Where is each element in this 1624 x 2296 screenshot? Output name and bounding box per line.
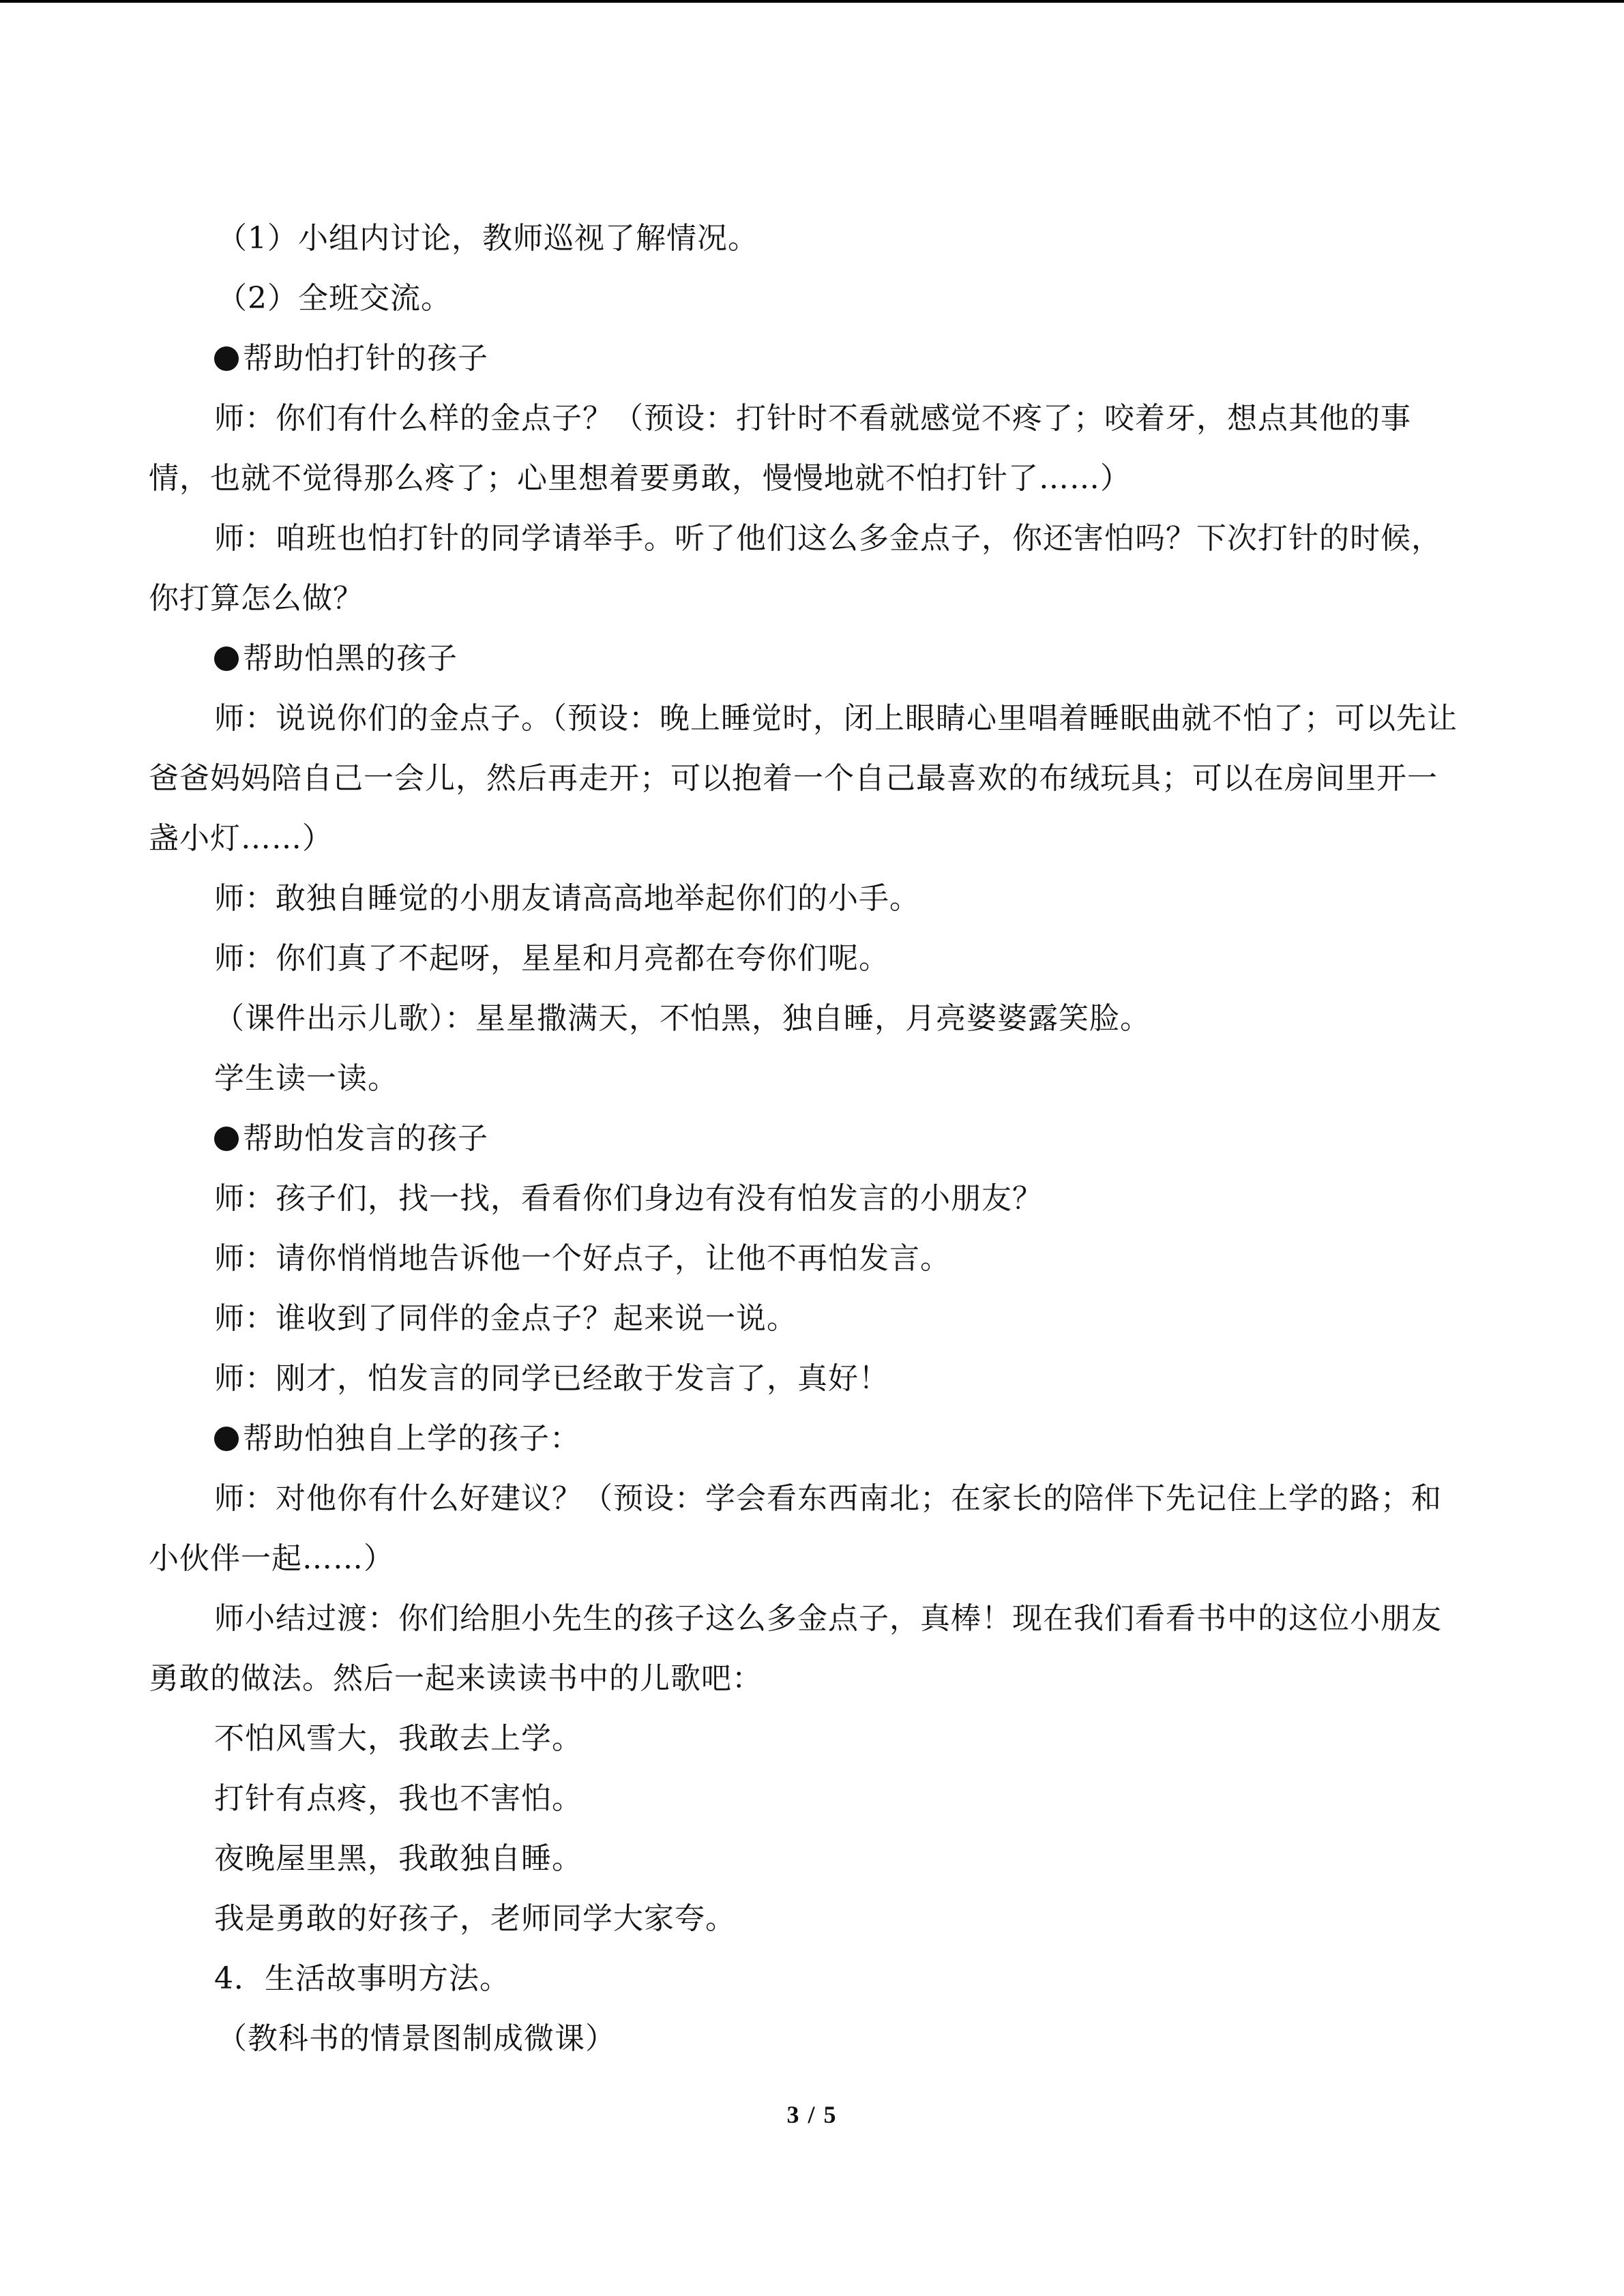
bullet-heading-text: 帮助怕打针的孩子: [243, 341, 488, 376]
paragraph: 师：请你悄悄地告诉他一个好点子，让他不再怕发言。: [214, 1241, 951, 1276]
paragraph: 师：你们有什么样的金点子？（预设：打针时不看就感觉不疼了；咬着牙，想点其他的事情，也就不觉得那么疼了；心里想着要勇敢，慢慢地就不怕打针了……）: [149, 401, 1411, 496]
bullet-heading-injection: [149, 329, 1458, 389]
poem-line: 不怕风雪大，我敢去上学。: [214, 1721, 582, 1756]
bullet-heading-speaking: [149, 1109, 1458, 1169]
poem-line: 我是勇敢的好孩子，老师同学大家夸。: [214, 1901, 736, 1936]
paragraph: 师：咱班也怕打针的同学请举手。听了他们这么多金点子，你还害怕吗？下次打针的时候，你打算怎么做？: [149, 521, 1442, 616]
paragraph: 师：刚才，怕发言的同学已经敢于发言了，真好！: [214, 1361, 889, 1396]
bullet-icon: [214, 1127, 239, 1151]
paragraph: 师小结过渡：你们给胆小先生的孩子这么多金点子，真棒！现在我们看看书中的这位小朋友勇敢的做法。然后一起来读读书中的儿歌吧：: [149, 1601, 1442, 1696]
poem-line: 夜晚屋里黑，我敢独自睡。: [214, 1841, 582, 1876]
paragraph: 师：谁收到了同伴的金点子？起来说一说。: [214, 1301, 797, 1336]
paragraph-micro-lesson-note: （教科书的情景图制成微课）: [217, 2021, 616, 2056]
bullet-heading-dark: [149, 629, 1458, 689]
bullet-heading-text: 帮助怕发言的孩子: [243, 1121, 488, 1156]
paragraph: （课件出示儿歌）：星星撒满天，不怕黑，独自睡，月亮婆婆露笑脸。: [214, 1001, 1151, 1036]
bullet-icon: [214, 646, 239, 671]
bullet-heading-school-alone: [149, 1409, 1458, 1469]
bullet-heading-text: 帮助怕黑的孩子: [243, 641, 458, 676]
page-number: 3 / 5: [786, 2101, 838, 2128]
paragraph: 师：说说你们的金点子。（预设：晚上睡觉时，闭上眼睛心里唱着睡眠曲就不怕了；可以先让爸爸妈妈陪自己一会儿，然后再走开；可以抱着一个自己最喜欢的布绒玩具；可以在房间里开一盏小灯……）: [149, 701, 1458, 856]
paragraph: 师：你们真了不起呀，星星和月亮都在夸你们呢。: [214, 941, 889, 976]
bullet-heading-text: 帮助怕独自上学的孩子：: [243, 1421, 580, 1456]
paragraph: 师：对他你有什么好建议？（预设：学会看东西南北；在家长的陪伴下先记住上学的路；和小伙伴一起……）: [149, 1481, 1442, 1576]
paragraph: 师：孩子们，找一找，看看你们身边有没有怕发言的小朋友？: [214, 1181, 1043, 1216]
bullet-icon: [214, 346, 239, 371]
paragraph: 学生读一读。: [214, 1061, 398, 1096]
paragraph-class-exchange: （2）全班交流。: [217, 281, 452, 316]
document-body: [149, 209, 1458, 2069]
poem-line: 打针有点疼，我也不害怕。: [214, 1781, 582, 1816]
bullet-icon: [214, 1427, 239, 1451]
section-heading-life-story: 4．生活故事明方法。: [214, 1961, 510, 1996]
top-border-line: [0, 0, 1624, 3]
paragraph: 师：敢独自睡觉的小朋友请高高地举起你们的小手。: [214, 881, 920, 916]
paragraph-group-discussion: （1）小组内讨论，教师巡视了解情况。: [217, 221, 758, 256]
